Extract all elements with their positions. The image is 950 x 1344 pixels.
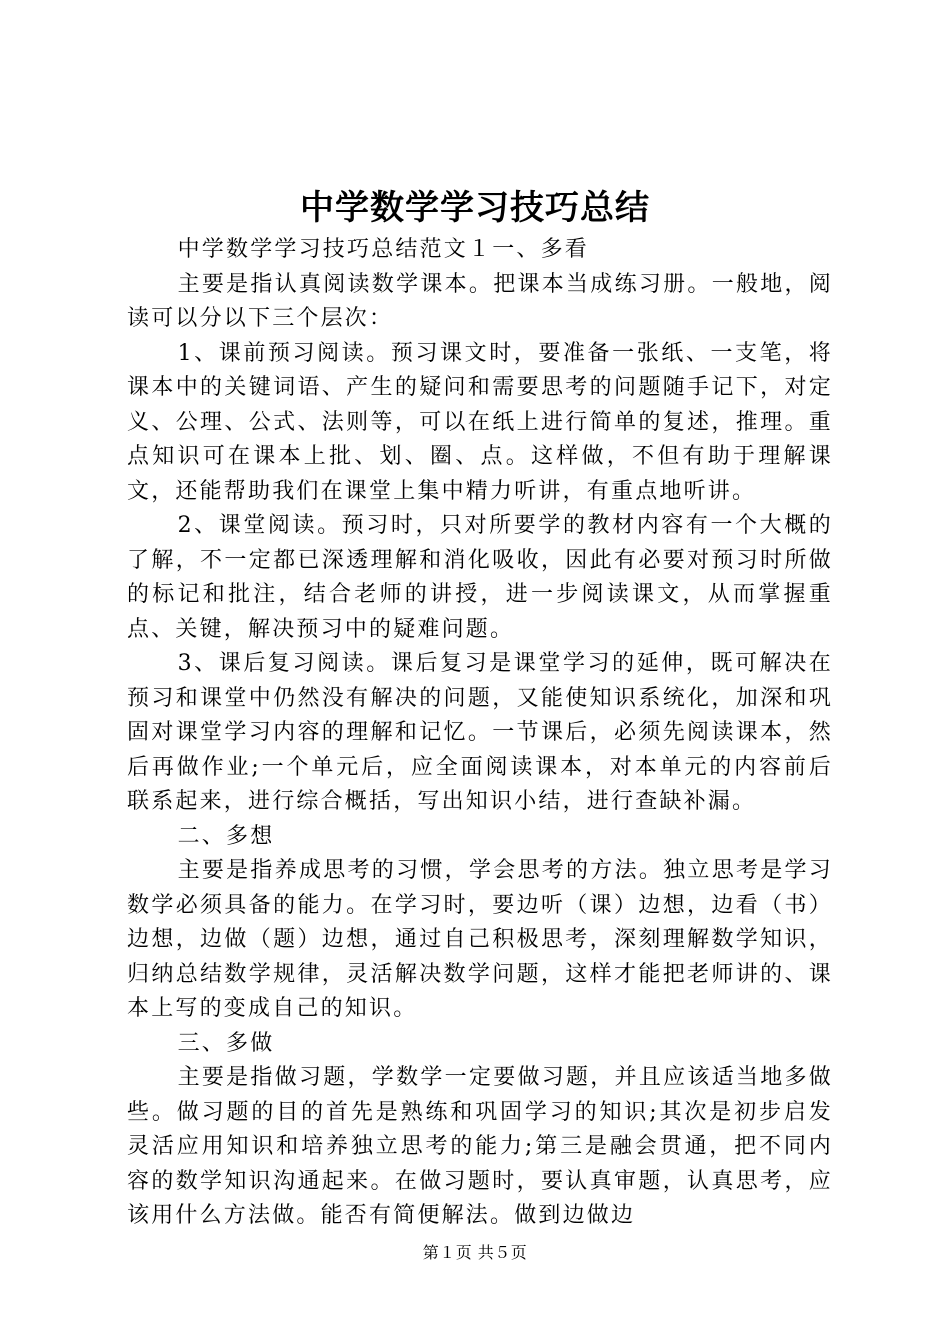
section-heading-duozuo: 三、多做 — [177, 1030, 275, 1056]
paragraph-duokan-summary: 主要是指认真阅读数学课本。把课本当成练习册。一般地，阅读可以分以下三个层次： — [127, 271, 833, 331]
section-heading-duoxiang: 二、多想 — [177, 823, 275, 849]
paragraph-preview-reading: 1、课前预习阅读。预习课文时，要准备一张纸、一支笔，将课本中的关键词语、产生的疑问和需要思考的问题随手记下，对定义、公理、公式、法则等，可以在纸上进行简单的复述，推理。重点知识可在课本上批、划、圈、点。这样做，不但有助于理解课文，还能帮助我们在课堂上集中精力听讲，有重点地听讲。 — [127, 340, 833, 504]
paragraph-review-reading: 3、课后复习阅读。课后复习是课堂学习的延伸，既可解决在预习和课堂中仍然没有解决的问题，又能使知识系统化，加深和巩固对课堂学习内容的理解和记忆。一节课后，必须先阅读课本，然后再做作业;一个单元后，应全面阅读课本，对本单元的内容前后联系起来，进行综合概括，写出知识小结，进行查缺补漏。 — [127, 651, 833, 814]
paragraph-intro: 中学数学学习技巧总结范文１一、多看 — [177, 237, 589, 262]
paragraph-duoxiang: 主要是指养成思考的习惯，学会思考的方法。独立思考是学习数学必须具备的能力。在学习时，要边听（课）边想，边看（书）边想，边做（题）边想，通过自己积极思考，深刻理解数学知识，归纳总结数学规律，灵活解决数学问题，这样才能把老师讲的、课本上写的变成自己的知识。 — [127, 858, 833, 1021]
document-body — [127, 233, 833, 1234]
paragraph-class-reading: 2、课堂阅读。预习时，只对所要学的教材内容有一个大概的了解，不一定都已深透理解和消化吸收，因此有必要对预习时所做的标记和批注，结合老师的讲授，进一步阅读课文，从而掌握重点、关键，解决预习中的疑难问题。 — [127, 513, 833, 642]
page-footer: 第１页 共５页 — [422, 1243, 528, 1262]
paragraph-duozuo: 主要是指做习题，学数学一定要做习题，并且应该适当地多做些。做习题的目的首先是熟练和巩固学习的知识;其次是初步启发灵活应用知识和培养独立思考的能力;第三是融会贯通，把不同内容的数学知识沟通起来。在做习题时，要认真审题，认真思考，应该用什么方法做。能否有简便解法。做到边做边 — [127, 1065, 833, 1228]
document-title: 中学数学学习技巧总结 — [300, 188, 650, 228]
